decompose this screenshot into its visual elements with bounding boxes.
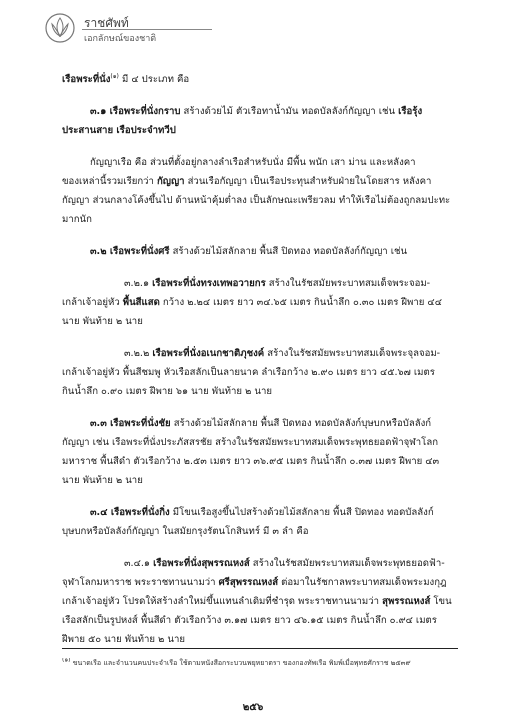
- footnote-marker: (๑): [62, 658, 71, 664]
- paragraph-3-3-line-1: ๓.๓ เรือพระที่นั่งชัย สร้างด้วยไม้สลักลาย พื้นสี ปิดทอง ทอดบัลลังก์บุษบกหรือบัลลังก์: [90, 418, 432, 429]
- footnote-divider: [62, 648, 458, 649]
- paragraph-3-3-line-4: นาย พันท้าย ๒ นาย: [62, 475, 143, 486]
- paragraph-kanya-line-4: มากนัก: [62, 214, 92, 225]
- paragraph-3-4-1-line-5: ฝีพาย ๕๐ นาย พันท้าย ๒ นาย: [62, 634, 185, 645]
- page-number: ๒๕๖: [242, 702, 264, 713]
- brand-divider: [82, 29, 212, 30]
- lotus-logo-icon: [44, 12, 76, 44]
- paragraph-3-2-1-line-3: นาย พันท้าย ๒ นาย: [62, 316, 143, 327]
- paragraph-3-4-1-line-1: ๓.๔.๑ เรือพระที่นั่งสุพรรณหงส์ สร้างในรัชสมัยพระบาทสมเด็จพระพุทธยอดฟ้า-: [124, 558, 445, 569]
- paragraph-3-2-1-line-2: เกล้าเจ้าอยู่หัว พื้นสีแสด กว้าง ๒.๒๔ เมตร ยาว ๓๔.๖๕ เมตร กินน้ำลึก ๐.๓๐ เมตร ฝีพาย ๔๔: [62, 297, 442, 308]
- paragraph-3-4-1-line-2: จุฬาโลกมหาราช พระราชทานนามว่า ศรีสุพรรณหงส์ ต่อมาในรัชกาลพระบาทสมเด็จพระมงกุฎ: [62, 577, 447, 588]
- page-header: [44, 12, 244, 52]
- paragraph-3-2: ๓.๒ เรือพระที่นั่งศรี สร้างด้วยไม้สลักลาย พื้นสี ปิดทอง ทอดบัลลังก์กัญญา เช่น: [90, 246, 408, 257]
- brand-title: ราชศัพท์: [84, 16, 129, 30]
- paragraph-3-2-1-line-1: ๓.๒.๑ เรือพระที่นั่งทรงเทพอวายกร สร้างในรัชสมัยพระบาทสมเด็จพระจอม-: [124, 278, 431, 289]
- heading-rest: มี ๔ ประเภท คือ: [118, 74, 190, 85]
- footnote: [62, 658, 462, 669]
- paragraph-3-4-line-1: ๓.๔ เรือพระที่นั่งกิ่ง มีโขนเรือสูงขึ้นไปสร้างด้วยไม้สลักลาย พื้นสี ปิดทอง ทอดบัลลังก์: [90, 507, 434, 518]
- paragraph-kanya-line-3: กัญญา ส่วนกลางโค้งขึ้นไป ด้านหน้าคุ้มต่ำลง เป็นลักษณะเพรียวลม ทำให้เรือไม่ต้องถูกลมปะทะ: [62, 195, 451, 206]
- paragraph-3-1-line-2: ประสานสาย เรือประจำทวีป: [62, 125, 176, 136]
- paragraph-kanya-line-1: กัญญาเรือ คือ ส่วนที่ตั้งอยู่กลางลำเรือสำหรับนั่ง มีพื้น พนัก เสา ม่าน และหลังคา: [90, 157, 416, 168]
- paragraph-3-4-1-line-4: เรือสลักเป็นรูปหงส์ พื้นสีดำ ตัวเรือกว้าง ๓.๑๗ เมตร ยาว ๔๖.๑๕ เมตร กินน้ำลึก ๐.๙๔ เมตร: [62, 615, 437, 626]
- section-heading: [62, 70, 458, 89]
- paragraph-3-4-line-2: บุษบกหรือบัลลังก์กัญญา ในสมัยกรุงรัตนโกสินทร์ มี ๓ ลำ คือ: [62, 526, 309, 537]
- footnote-text: ขนาดเรือ และจำนวนคนประจำเรือ ใช้ตามหนังสือกระบวนพยุหยาตรา ของกองทัพเรือ พิมพ์เมื่อพุทธศักราช ๒๕๓๙: [70, 659, 411, 667]
- heading-label: เรือพระที่นั่ง: [62, 74, 111, 85]
- paragraph-3-2-2-line-3: กินน้ำลึก ๐.๙๐ เมตร ฝีพาย ๖๑ นาย พันท้าย ๒ นาย: [62, 386, 272, 397]
- paragraph-kanya-line-2: ของเหล่านี้รวมเรียกว่า กัญญา ส่วนเรือกัญญา เป็นเรือประทุนสำหรับฝ่ายในโดยสาร หลังคา: [62, 176, 432, 187]
- paragraph-3-1-line-1: ๓.๑ เรือพระที่นั่งกราบ สร้างด้วยไม้ ตัวเรือทาน้ำมัน ทอดบัลลังก์กัญญา เช่น เรือรุ้ง: [90, 106, 423, 117]
- paragraph-3-2-2-line-2: เกล้าเจ้าอยู่หัว พื้นสีชมพู หัวเรือสลักเป็นลายนาค ลำเรือกว้าง ๒.๙๐ เมตร ยาว ๔๕.๖๗ เมตร: [62, 367, 435, 378]
- brand-subtitle: เอกลักษณ์ของชาติ: [84, 34, 157, 44]
- paragraph-3-4-1-line-3: เกล้าเจ้าอยู่หัว โปรดให้สร้างลำใหม่ขึ้นแทนลำเดิมที่ชำรุด พระราชทานนามว่า สุพรรณหงส์ โขน: [62, 596, 452, 607]
- document-body: [62, 70, 458, 649]
- paragraph-3-2-2-line-1: ๓.๒.๒ เรือพระที่นั่งอเนกชาติภุชงค์ สร้างในรัชสมัยพระบาทสมเด็จพระจุลจอม-: [124, 348, 441, 359]
- footnote-ref: (๑): [110, 72, 119, 80]
- paragraph-3-3-line-2: กัญญา เช่น เรือพระที่นั่งประภัสสรชัย สร้างในรัชสมัยพระบาทสมเด็จพระพุทธยอดฟ้าจุฬาโลก: [62, 437, 439, 448]
- paragraph-3-3-line-3: มหาราช พื้นสีดำ ตัวเรือกว้าง ๒.๕๓ เมตร ยาว ๓๖.๙๕ เมตร กินน้ำลึก ๐.๓๗ เมตร ฝีพาย ๔๓: [62, 456, 440, 467]
